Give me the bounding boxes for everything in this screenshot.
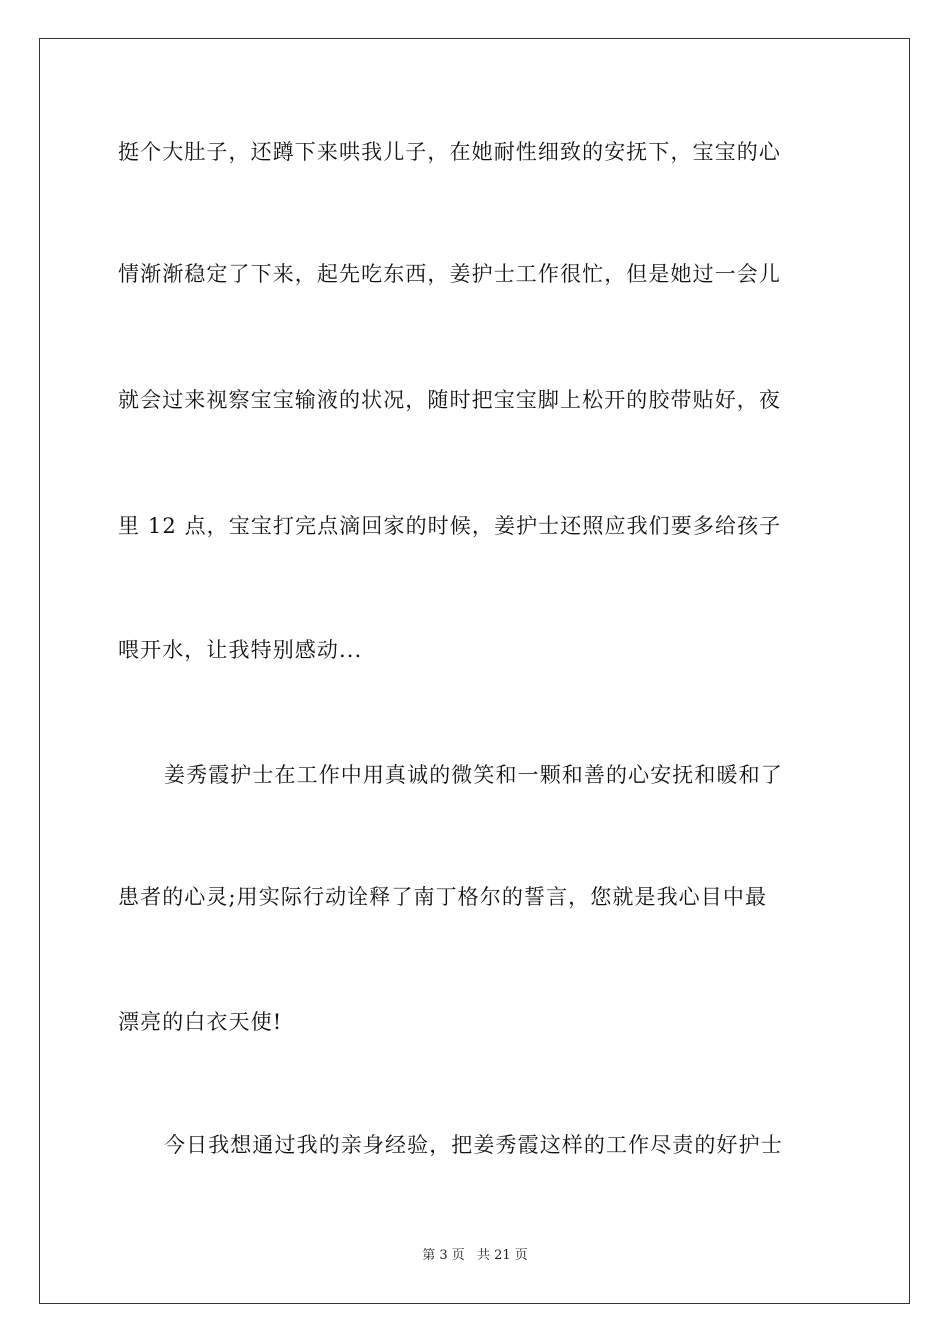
paragraph-line: 里 12 点，宝宝打完点滴回家的时候，姜护士还照应我们要多给孩子 (118, 514, 782, 538)
paragraph-line: 漂亮的白衣天使! (118, 1010, 283, 1034)
paragraph-line: 今日我想通过我的亲身经验，把姜秀霞这样的工作尽责的好护士 (164, 1133, 783, 1157)
page-border (39, 38, 910, 1304)
paragraph-line: 喂开水，让我特别感动... (118, 638, 363, 662)
paragraph-line: 挺个大肚子，还蹲下来哄我儿子，在她耐性细致的安抚下，宝宝的心 (118, 140, 781, 164)
paragraph-line: 就会过来视察宝宝输液的状况，随时把宝宝脚上松开的胶带贴好，夜 (118, 388, 781, 412)
paragraph-line: 情渐渐稳定了下来，起先吃东西，姜护士工作很忙，但是她过一会儿 (118, 262, 781, 286)
page-footer (0, 1247, 950, 1265)
paragraph-line: 姜秀霞护士在工作中用真诚的微笑和一颗和善的心安抚和暖和了 (164, 763, 783, 787)
paragraph-line: 患者的心灵;用实际行动诠释了南丁格尔的誓言，您就是我心目中最 (118, 885, 768, 909)
page-total: 共 21 页 (476, 1248, 528, 1263)
page-number: 第 3 页 (422, 1248, 465, 1263)
